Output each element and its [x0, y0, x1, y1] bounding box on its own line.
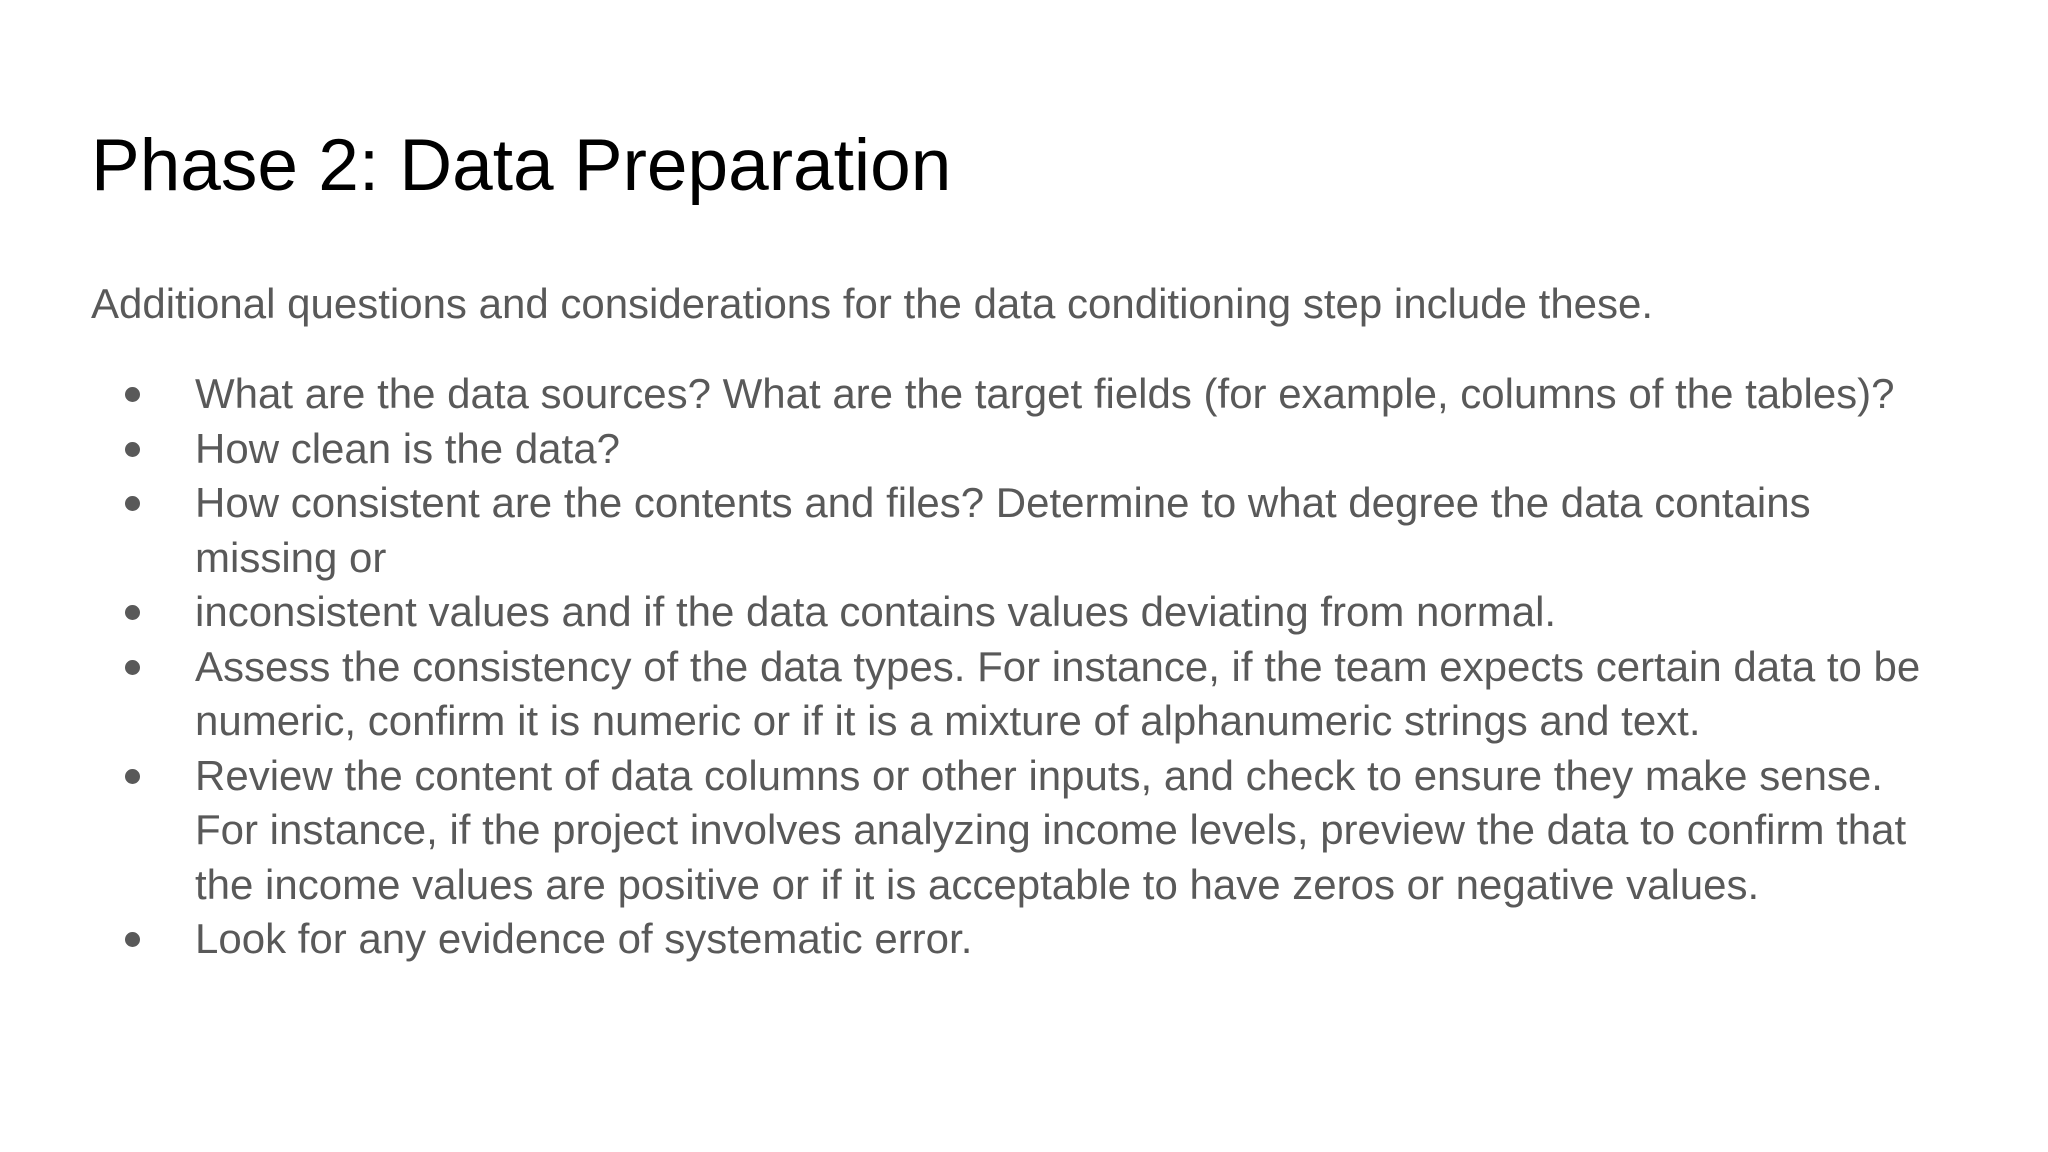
bullet-text-line: missing or	[195, 533, 387, 581]
intro-text: Additional questions and considerations for the data conditioning step include these.	[91, 280, 1654, 327]
bullet-dot-icon	[125, 605, 140, 620]
bullet-dot-icon	[125, 769, 140, 784]
bullet-dot-icon	[125, 660, 140, 675]
bullet-dot-icon	[125, 442, 140, 457]
bullet-item	[91, 640, 1991, 749]
bullet-text-line: the income values are positive or if it is acceptable to have zeros or negative values.	[195, 860, 1760, 908]
bullet-item	[91, 367, 1991, 422]
bullet-text-line: inconsistent values and if the data contains values deviating from normal.	[195, 588, 1557, 635]
bullet-item	[91, 585, 1991, 640]
bullet-item	[91, 422, 1991, 477]
bullet-text-line: Assess the consistency of the data types. For instance, if the team expects certain data to be	[195, 642, 1921, 690]
bullet-text-line: How clean is the data?	[195, 424, 620, 472]
slide-title: Phase 2: Data Preparation	[91, 125, 952, 206]
bullet-list	[91, 367, 1991, 967]
bullet-dot-icon	[125, 387, 140, 402]
bullet-item	[91, 912, 1991, 967]
bullet-text-line: What are the data sources? What are the target fields (for example, columns of the tables)?	[195, 370, 1895, 417]
bullet-text-line: For instance, if the project involves analyzing income levels, preview the data to confirm that	[195, 806, 1907, 853]
bullet-dot-icon	[125, 932, 140, 947]
bullet-text-line: Review the content of data columns or other inputs, and check to ensure they make sense.	[195, 751, 1883, 799]
bullet-item	[91, 476, 1991, 585]
bullet-item	[91, 749, 1991, 913]
bullet-text-line: numeric, confirm it is numeric or if it is a mixture of alphanumeric strings and text.	[195, 697, 1701, 744]
bullet-dot-icon	[125, 496, 140, 511]
bullet-text-line: Look for any evidence of systematic error.	[195, 915, 973, 962]
bullet-text-line: How consistent are the contents and files? Determine to what degree the data contains	[195, 479, 1811, 526]
